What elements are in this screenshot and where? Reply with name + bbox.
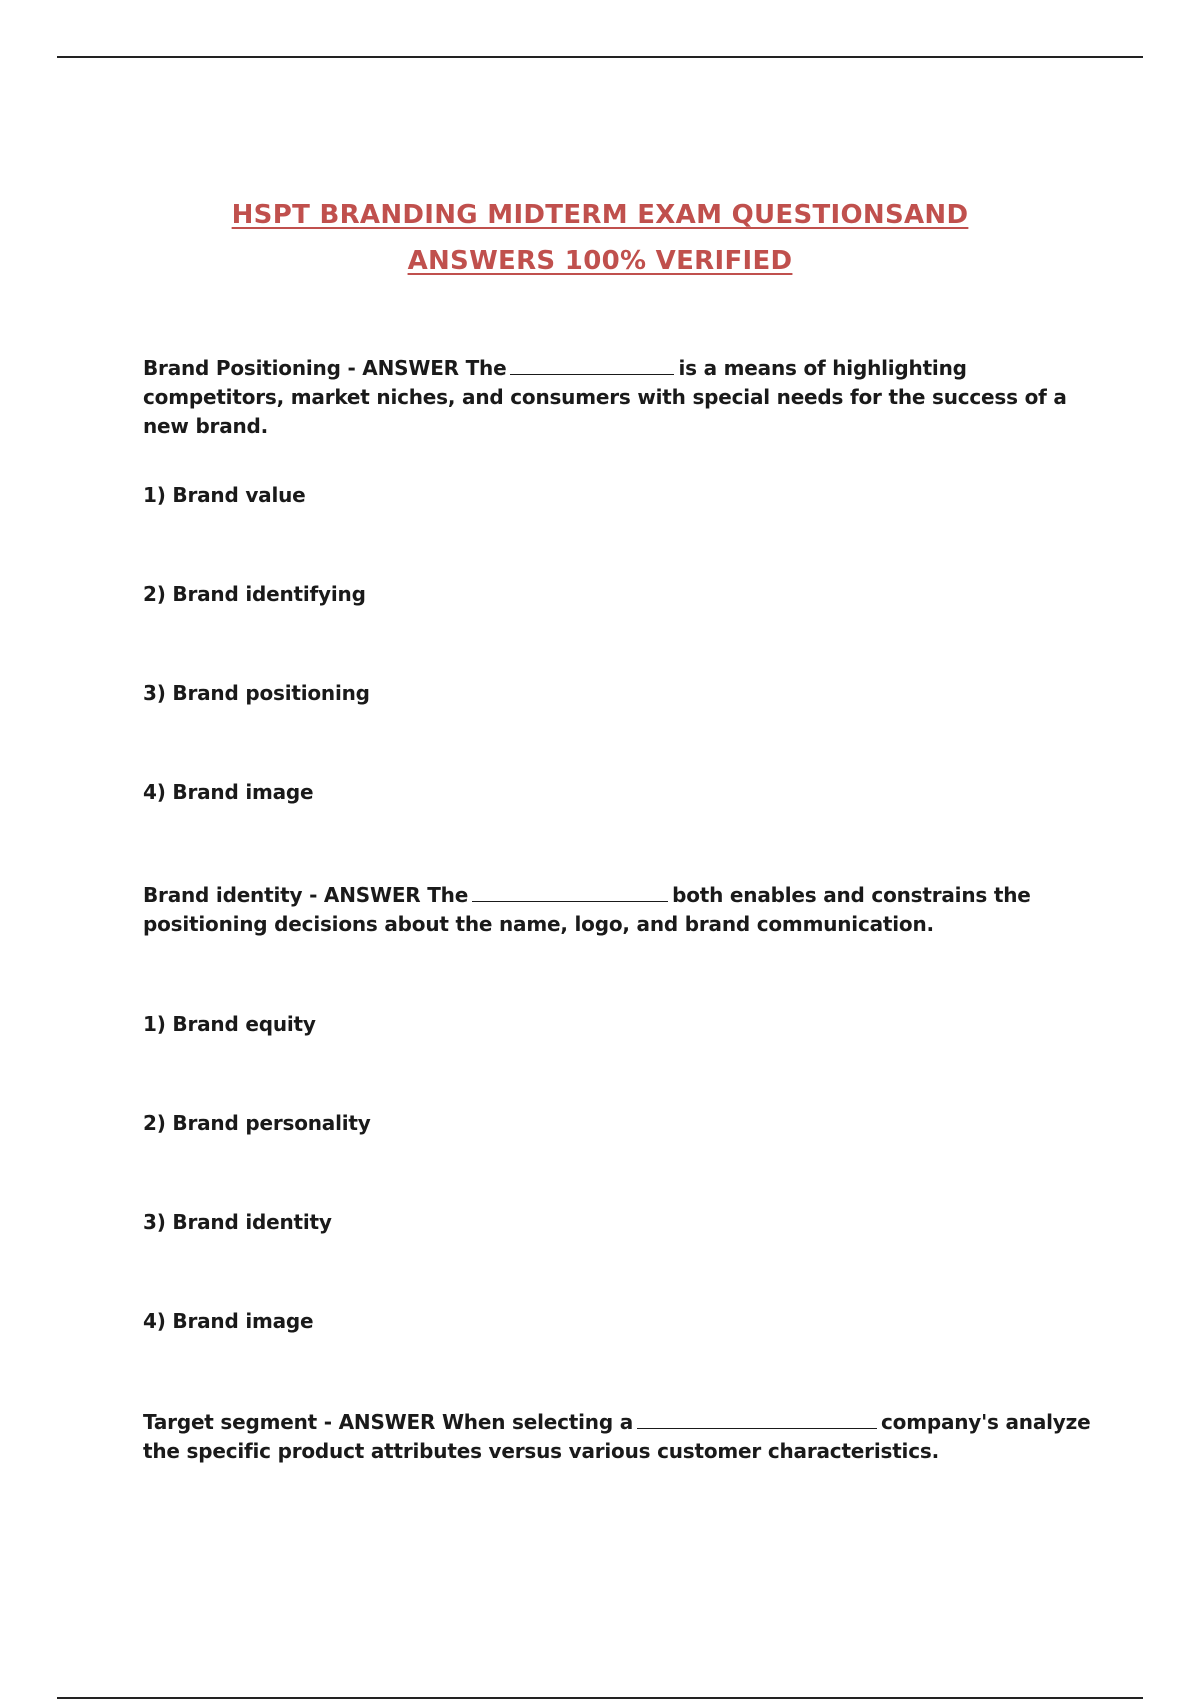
question-2-lead: Brand identity - ANSWER The bbox=[143, 883, 469, 907]
question-1-option-2: 2) Brand identifying bbox=[143, 582, 366, 606]
question-2-option-4: 4) Brand image bbox=[143, 1309, 314, 1333]
question-2-option-1: 1) Brand equity bbox=[143, 1012, 316, 1036]
question-1-option-4: 4) Brand image bbox=[143, 780, 314, 804]
question-3-tail: company's analyze the specific product attributes versus various customer characteristics. bbox=[143, 1410, 1091, 1463]
question-3 bbox=[143, 1408, 1093, 1466]
document-title bbox=[0, 192, 1200, 284]
question-3-lead: Target segment - ANSWER When selecting a bbox=[143, 1410, 633, 1434]
answer-blank bbox=[637, 1410, 877, 1429]
bottom-rule bbox=[57, 1697, 1143, 1699]
answer-blank bbox=[510, 356, 674, 375]
question-2-option-2: 2) Brand personality bbox=[143, 1111, 371, 1135]
question-2-tail: both enables and constrains the positioning decisions about the name, logo, and brand communication. bbox=[143, 883, 1031, 936]
question-1-option-3: 3) Brand positioning bbox=[143, 681, 370, 705]
top-rule bbox=[57, 56, 1143, 58]
question-1 bbox=[143, 354, 1093, 441]
answer-blank bbox=[472, 883, 668, 902]
question-1-tail: is a means of highlighting competitors, market niches, and consumers with special needs for the success of a new brand. bbox=[143, 356, 1067, 438]
question-1-lead: Brand Positioning - ANSWER The bbox=[143, 356, 507, 380]
question-2 bbox=[143, 881, 1093, 939]
question-2-option-3: 3) Brand identity bbox=[143, 1210, 332, 1234]
title-line-1: HSPT BRANDING MIDTERM EXAM QUESTIONSAND bbox=[231, 200, 969, 230]
question-1-option-1: 1) Brand value bbox=[143, 483, 306, 507]
title-line-2: ANSWERS 100% VERIFIED bbox=[407, 246, 793, 276]
